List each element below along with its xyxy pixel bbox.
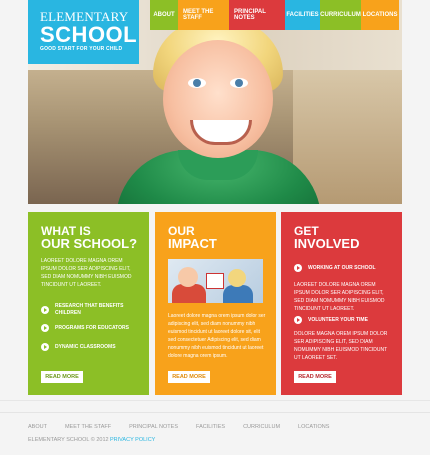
footer-link-facilities[interactable]: FACILITIES [196, 424, 226, 430]
what-is-our-school-card [28, 212, 149, 395]
card-heading-2: INVOLVED [294, 236, 360, 251]
get-involved-card [281, 212, 402, 395]
footer-link-notes[interactable]: PRINCIPAL NOTES [129, 424, 179, 430]
bullet-link-volunteer[interactable] [294, 316, 368, 324]
card-heading-1: WHAT IS [41, 224, 91, 238]
bullet-link-classrooms[interactable] [41, 343, 116, 351]
nav-locations[interactable]: LOCATIONS [361, 0, 399, 30]
footer-link-curriculum[interactable]: CURRICULUM [243, 424, 281, 430]
bullet-label: RESEARCH THAT BENEFITS CHILDREN [55, 303, 124, 316]
card-heading-1: OUR [168, 224, 195, 238]
arrow-circle-icon [41, 306, 49, 314]
bullet-label: PROGRAMS FOR EDUCATORS [55, 325, 129, 331]
nav-facilities[interactable]: FACILITIES [285, 0, 320, 30]
bullet-link-programs[interactable] [41, 324, 129, 332]
copyright: ELEMENTARY SCHOOL © 2012 [28, 437, 109, 443]
nav-principal-notes[interactable]: PRINCIPAL NOTES [229, 0, 285, 30]
logo-line2: SCHOOL [40, 22, 138, 47]
logo-tagline: GOOD START FOR YOUR CHILD [40, 46, 123, 52]
arrow-circle-icon [41, 343, 49, 351]
card-text: LAOREET DOLORE MAGNA OREM IPSUM DOLOR SER ADIPISCING ELIT, SED DIAM NOMUMMY NIBH EUISMOD TINCIDUNT UT LAOREET. [41, 258, 132, 288]
site-logo[interactable] [28, 0, 139, 64]
bullet-link-research[interactable] [41, 303, 135, 317]
footer [0, 412, 430, 455]
read-more-button[interactable]: READ MORE [168, 371, 210, 383]
bullet-label: VOLUNTEER YOUR TIME [308, 317, 368, 323]
footer-nav [28, 424, 347, 430]
card-text: Laoreet dolore magna orem ipsum dolor ser adipiscing elit, sed diam nonummy nibh euismod tincidunt ut laoreet dolore sit, elit sed consectetuer Adipiscing elit, sed diam nonummy nibh euismod tincidunt ut laoreet dolore magna orem ipsum. [168, 313, 266, 359]
arrow-circle-icon [41, 324, 49, 332]
arrow-circle-icon [294, 316, 302, 324]
footer-link-about[interactable]: ABOUT [28, 424, 47, 430]
privacy-policy-link[interactable]: PRIVACY POLICY [110, 437, 156, 443]
nav-curriculum[interactable]: CURRICULUM [320, 0, 361, 30]
read-more-button[interactable]: READ MORE [294, 371, 336, 383]
card-text: DOLORE MAGNA OREM IPSUM DOLOR SER ADIPISCING ELIT, SED DIAM NOMUMMY NIBH EUISMOD TINCIDUNT UT LAOREET SET. [294, 331, 388, 361]
our-impact-card [155, 212, 276, 395]
footer-link-staff[interactable]: MEET THE STAFF [64, 424, 112, 430]
nav-about[interactable]: ABOUT [150, 0, 178, 30]
footer-link-locations[interactable]: LOCATIONS [298, 424, 330, 430]
card-heading-2: IMPACT [168, 236, 217, 251]
arrow-circle-icon [294, 264, 302, 272]
read-more-button[interactable]: READ MORE [41, 371, 83, 383]
bullet-label: DYNAMIC CLASSROOMS [55, 344, 116, 350]
card-text: LAOREET DOLORE MAGNA OREM IPSUM DOLOR SER ADIPISCING ELIT, SED DIAM NOMUMMY NIBH EUISMOD TINCIDUNT UT LAOREET. [294, 282, 385, 312]
card-heading-1: GET [294, 224, 319, 238]
nav-meet-the-staff[interactable]: MEET THE STAFF [178, 0, 229, 30]
bullet-link-working[interactable] [294, 264, 376, 272]
main-nav [150, 0, 399, 30]
logo-line1: ELEMENTARY [40, 9, 129, 24]
divider [0, 400, 430, 401]
bullet-label: WORKING AT OUR SCHOOL [308, 265, 376, 271]
impact-photo [168, 259, 263, 303]
card-heading-2: OUR SCHOOL? [41, 236, 138, 251]
